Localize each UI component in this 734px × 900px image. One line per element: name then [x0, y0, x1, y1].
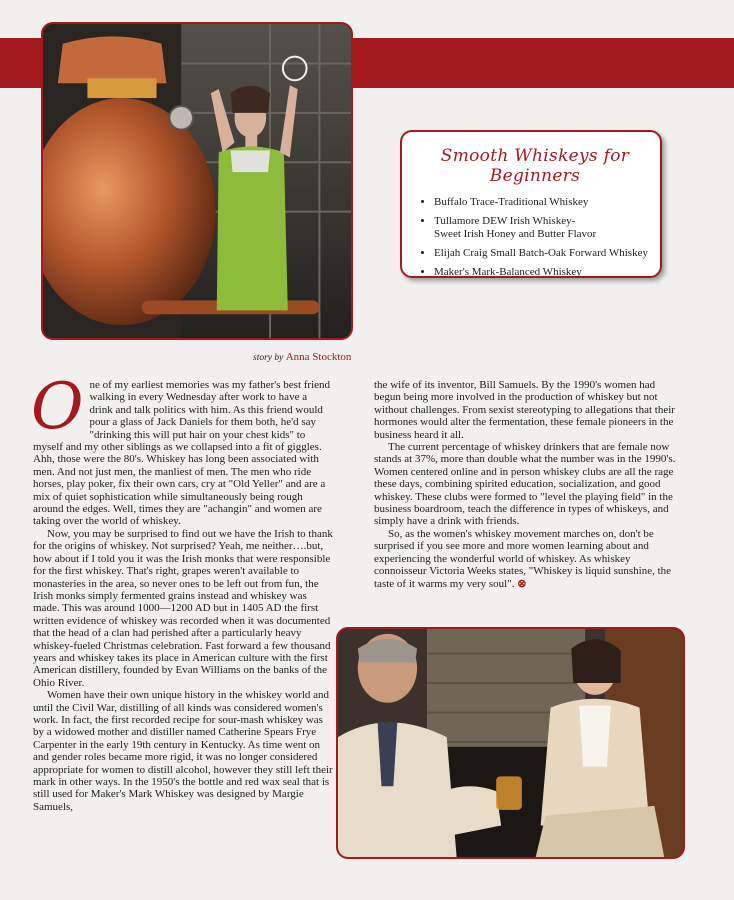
sidebar-title: Smooth Whiskeys for Beginners: [440, 146, 630, 186]
list-item: • Tullamore DEW Irish Whiskey- Sweet Irish Honey and Butter Flavor: [434, 215, 650, 241]
whiskey-list: [420, 196, 650, 279]
paragraph: So, as the women's whiskey movement marches on, don't be surprised if you see more and more women learning about and experiencing the wonderful world of whiskey. As whiskey connoisseur Victoria Weeks states, "Whiskey is liquid sunshine, the taste of it warms my very soul". ⊗: [374, 527, 672, 590]
paragraph: One of my earliest memories was my father's best friend walking in every Wednesday after work to have a drink and talk politics with him. As this friend would pour a glass of Jack Daniels for them both, he'd say "drinking this will put hair on your chest kids" to myself and my other siblings as we collapsed into a fit of giggles. Ahh, those were the 80's. Whiskey has long been associated with men. And not just men, the manliest of men. The men who ride horses, play poker, fix their own cars, cry at "Old Yeller" and are a mix of quiet sophistication while simultaneously being rough around the edges. Well, times they are "achangin" and women are taking over the world of whiskey.: [31, 370, 331, 528]
article-column-2: [374, 379, 682, 590]
list-item: • Elijah Craig Small Batch-Oak Forward Whiskey: [434, 247, 650, 260]
paragraph: The current percentage of whiskey drinkers that are female now stands at 37%, more than double what the number was in the 1990's. Women centered online and in person whiskey clubs are all the rage these days, combining spirited education, socialization, and good whiskey. These clubs were formed to "level the playing field" in the business boardroom, teach the difference in types of whiskeys, and simply have a drink with friends.: [374, 441, 676, 528]
paragraph: Now, you may be surprised to find out we have the Irish to thank for the origins of whiskey. Not surprised? Yeah, me neither….but, how about if I told you it was the Irish monks that were responsible for the first whiskey. That's right, grapes weren't available to monasteries in the area, so never ones to be left out from fun, the Irish monks simply fermented grains instead and whiskey was made. This was around 1000—1200 AD but in 1405 AD the first written evidence of whiskey was recorded when it was documented that the head of a clan had perished after a particularly heavy whiskey-fueled Christmas celebration. Fast forward a few thousand years and whiskey takes its place in American culture with the first American distillery, founded by Evan Williams on the banks of the Ohio River.: [33, 527, 333, 689]
article-column-1: [31, 370, 333, 813]
list-item: • Maker's Mark-Balanced Whiskey: [434, 266, 650, 279]
paragraph: the wife of its inventor, Bill Samuels. By the 1990's women had begun being more involved in the production of whiskey but not without challenges. From sexist stereotyping to allegations that their hormones would alter the fermentation, these female pioneers in the business heard it all.: [374, 379, 675, 441]
end-mark-icon: ⊗: [517, 577, 527, 590]
whiskey-toast-photo: [336, 627, 685, 859]
distillery-photo: [41, 22, 353, 340]
drop-cap: O: [31, 370, 84, 444]
author-name: Anna Stockton: [285, 351, 352, 363]
byline-prefix: story by: [253, 353, 284, 363]
list-item: • Buffalo Trace-Traditional Whiskey: [434, 196, 650, 209]
byline: [253, 351, 351, 363]
smooth-whiskeys-sidebar: [400, 130, 662, 278]
paragraph: Women have their own unique history in the whiskey world and until the Civil War, distilling of all kinds was considered women's work. In fact, the first recorded recipe for sour-mash whiskey was by a widowed mother and distiller named Catherine Spears Frye Carpenter in the early 19th century in Kentucky. As time went on and gender roles became more rigid, it was no longer considered appropriate for women to distill alcohol, however they still left their mark in other ways. In the 1950's the bottle and red wax seal that is still used for Maker's Mark Whiskey was designed by Margie Samuels,: [33, 689, 333, 813]
